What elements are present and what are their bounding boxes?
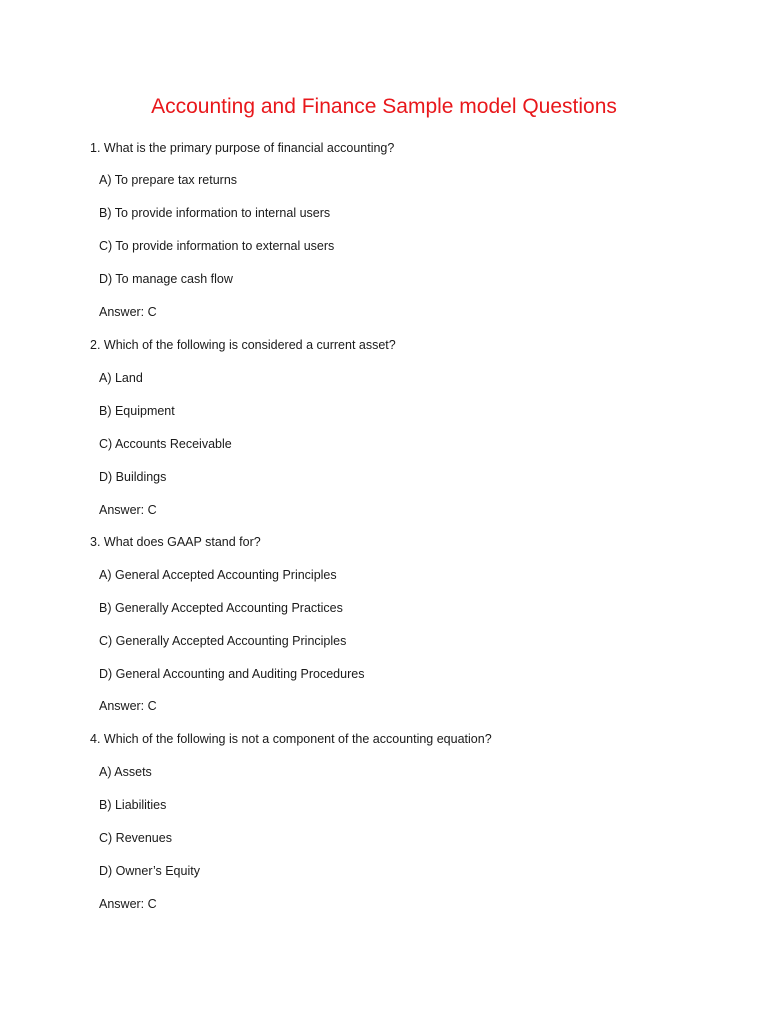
question-1-option-b: B) To provide information to internal users bbox=[99, 206, 331, 220]
question-2-option-a: A) Land bbox=[99, 371, 143, 385]
question-2-option-c: C) Accounts Receivable bbox=[99, 437, 232, 451]
question-3-answer: Answer: C bbox=[99, 699, 157, 713]
question-1-option-c: C) To provide information to external users bbox=[99, 239, 335, 253]
question-4-option-d: D) Owner’s Equity bbox=[99, 864, 200, 878]
question-2-text: 2. Which of the following is considered a current asset? bbox=[90, 338, 396, 352]
question-3-option-b: B) Generally Accepted Accounting Practices bbox=[99, 601, 343, 615]
question-4-text: 4. Which of the following is not a component of the accounting equation? bbox=[90, 732, 492, 746]
question-4-option-b: B) Liabilities bbox=[99, 798, 167, 812]
question-3-option-c: C) Generally Accepted Accounting Principles bbox=[99, 634, 347, 648]
question-2-option-b: B) Equipment bbox=[99, 404, 175, 418]
question-4-option-c: C) Revenues bbox=[99, 831, 172, 845]
question-2-option-d: D) Buildings bbox=[99, 470, 167, 484]
question-1-option-a: A) To prepare tax returns bbox=[99, 173, 238, 187]
question-4-option-a: A) Assets bbox=[99, 765, 152, 779]
question-1-answer: Answer: C bbox=[99, 305, 157, 319]
question-1-text: 1. What is the primary purpose of financial accounting? bbox=[90, 141, 395, 155]
question-1-option-d: D) To manage cash flow bbox=[99, 272, 233, 286]
question-2-answer: Answer: C bbox=[99, 503, 157, 517]
question-3-option-a: A) General Accepted Accounting Principles bbox=[99, 568, 337, 582]
question-3-option-d: D) General Accounting and Auditing Procedures bbox=[99, 667, 365, 681]
document-title: Accounting and Finance Sample model Questions bbox=[151, 95, 617, 118]
question-3-text: 3. What does GAAP stand for? bbox=[90, 535, 261, 549]
question-4-answer: Answer: C bbox=[99, 897, 157, 911]
